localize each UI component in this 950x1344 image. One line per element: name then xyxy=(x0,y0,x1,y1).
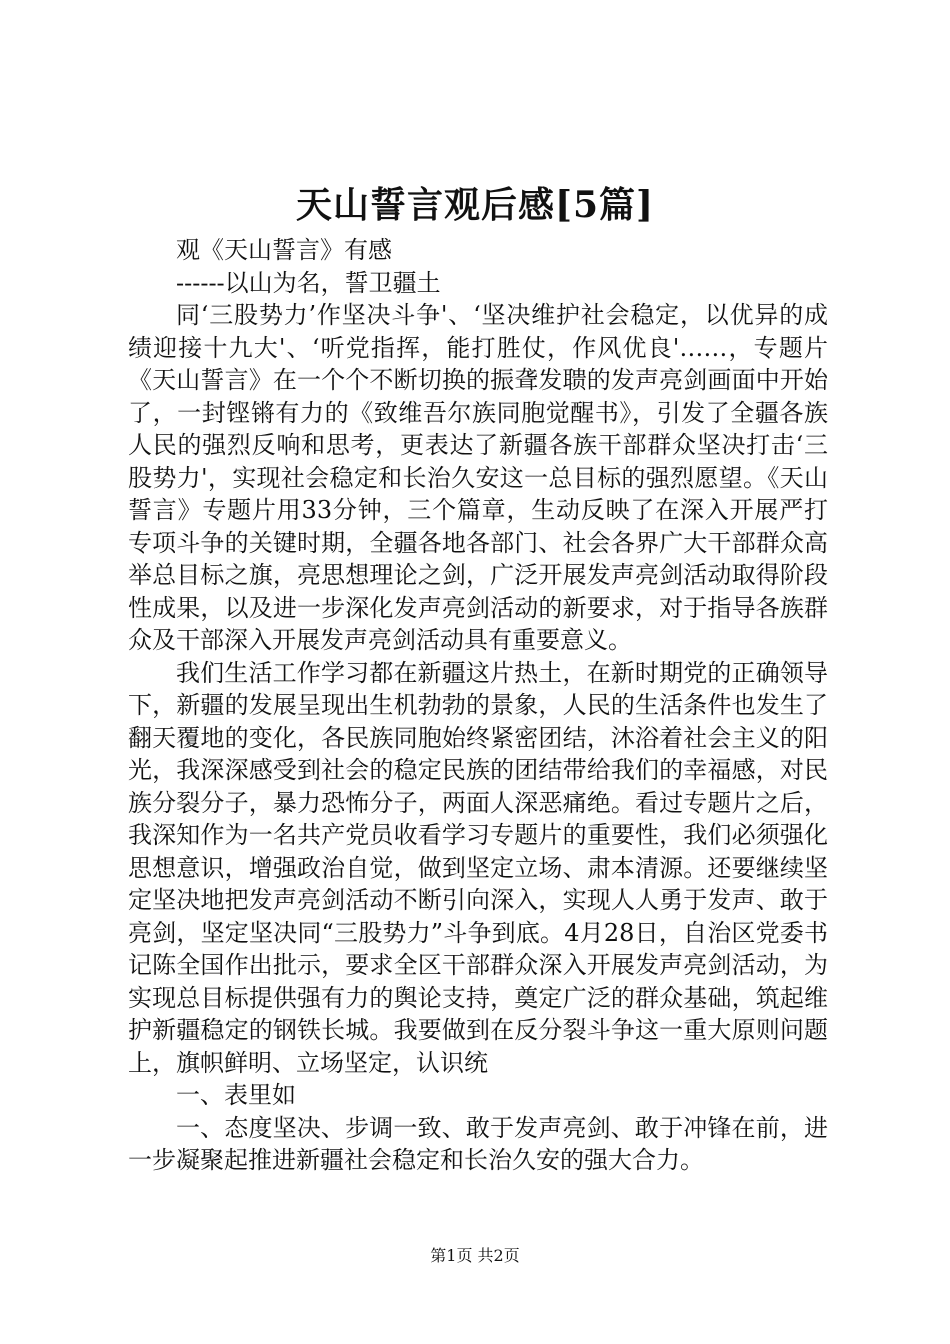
paragraph-tagline: ------以山为名，誓卫疆土 xyxy=(176,268,441,297)
paragraph-1: 同‘三股势力’作坚决斗争'、‘坚决维护社会稳定，以优异的成绩迎接十九大'、‘听党指挥，能打胜仗，作风优良'……，专题片《天山誓言》在一个个不断切换的振聋发聩的发声亮剑画面中开始了，一封铿锵有力的《致维吾尔族同胞觉醒书》，引发了全疆各族人民的强烈反响和思考，更表达了新疆各族干部群众坚决打击‘三股势力'，实现社会稳定和长治久安这一总目标的强烈愿望。《天山誓言》专题片用33分钟，三个篇章，生动反映了在深入开展严打专项斗争的关键时期，全疆各地各部门、社会各界广大干部群众高举总目标之旗，亮思想理论之剑，广泛开展发声亮剑活动取得阶段性成果，以及进一步深化发声亮剑活动的新要求，对于指导各族群众及干部深入开展发声亮剑活动具有重要意义。 xyxy=(128,301,828,654)
paragraph-3: 一、态度坚决、步调一致、敢于发声亮剑、敢于冲锋在前，进一步凝聚起推进新疆社会稳定和长治久安的强大合力。 xyxy=(128,1113,828,1174)
page-footer: 第1页 共2页 xyxy=(430,1246,520,1265)
document-title: 天山誓言观后感[5篇] xyxy=(295,184,655,226)
document-body xyxy=(128,234,828,1177)
paragraph-2: 我们生活工作学习都在新疆这片热土，在新时期党的正确领导下，新疆的发展呈现出生机勃勃的景象，人民的生活条件也发生了翻天覆地的变化，各民族同胞始终紧密团结，沐浴着社会主义的阳光，我深深感受到社会的稳定民族的团结带给我们的幸福感，对民族分裂分子，暴力恐怖分子，两面人深恶痛绝。看过专题片之后，我深知作为一名共产党员收看学习专题片的重要性，我们必须强化思想意识，增强政治自觉，做到坚定立场、肃本清源。还要继续坚定坚决地把发声亮剑活动不断引向深入，实现人人勇于发声、敢于亮剑，坚定坚决同“三股势力”斗争到底。4月28日，自治区党委书记陈全国作出批示，要求全区干部群众深入开展发声亮剑活动，为实现总目标提供强有力的舆论支持，奠定广泛的群众基础，筑起维护新疆稳定的钢铁长城。我要做到在反分裂斗争这一重大原则问题上，旗帜鲜明、立场坚定，认识统 xyxy=(128,658,828,1077)
paragraph-heading: 一、表里如 xyxy=(176,1081,296,1109)
paragraph-subtitle: 观《天山誓言》有感 xyxy=(176,236,392,264)
